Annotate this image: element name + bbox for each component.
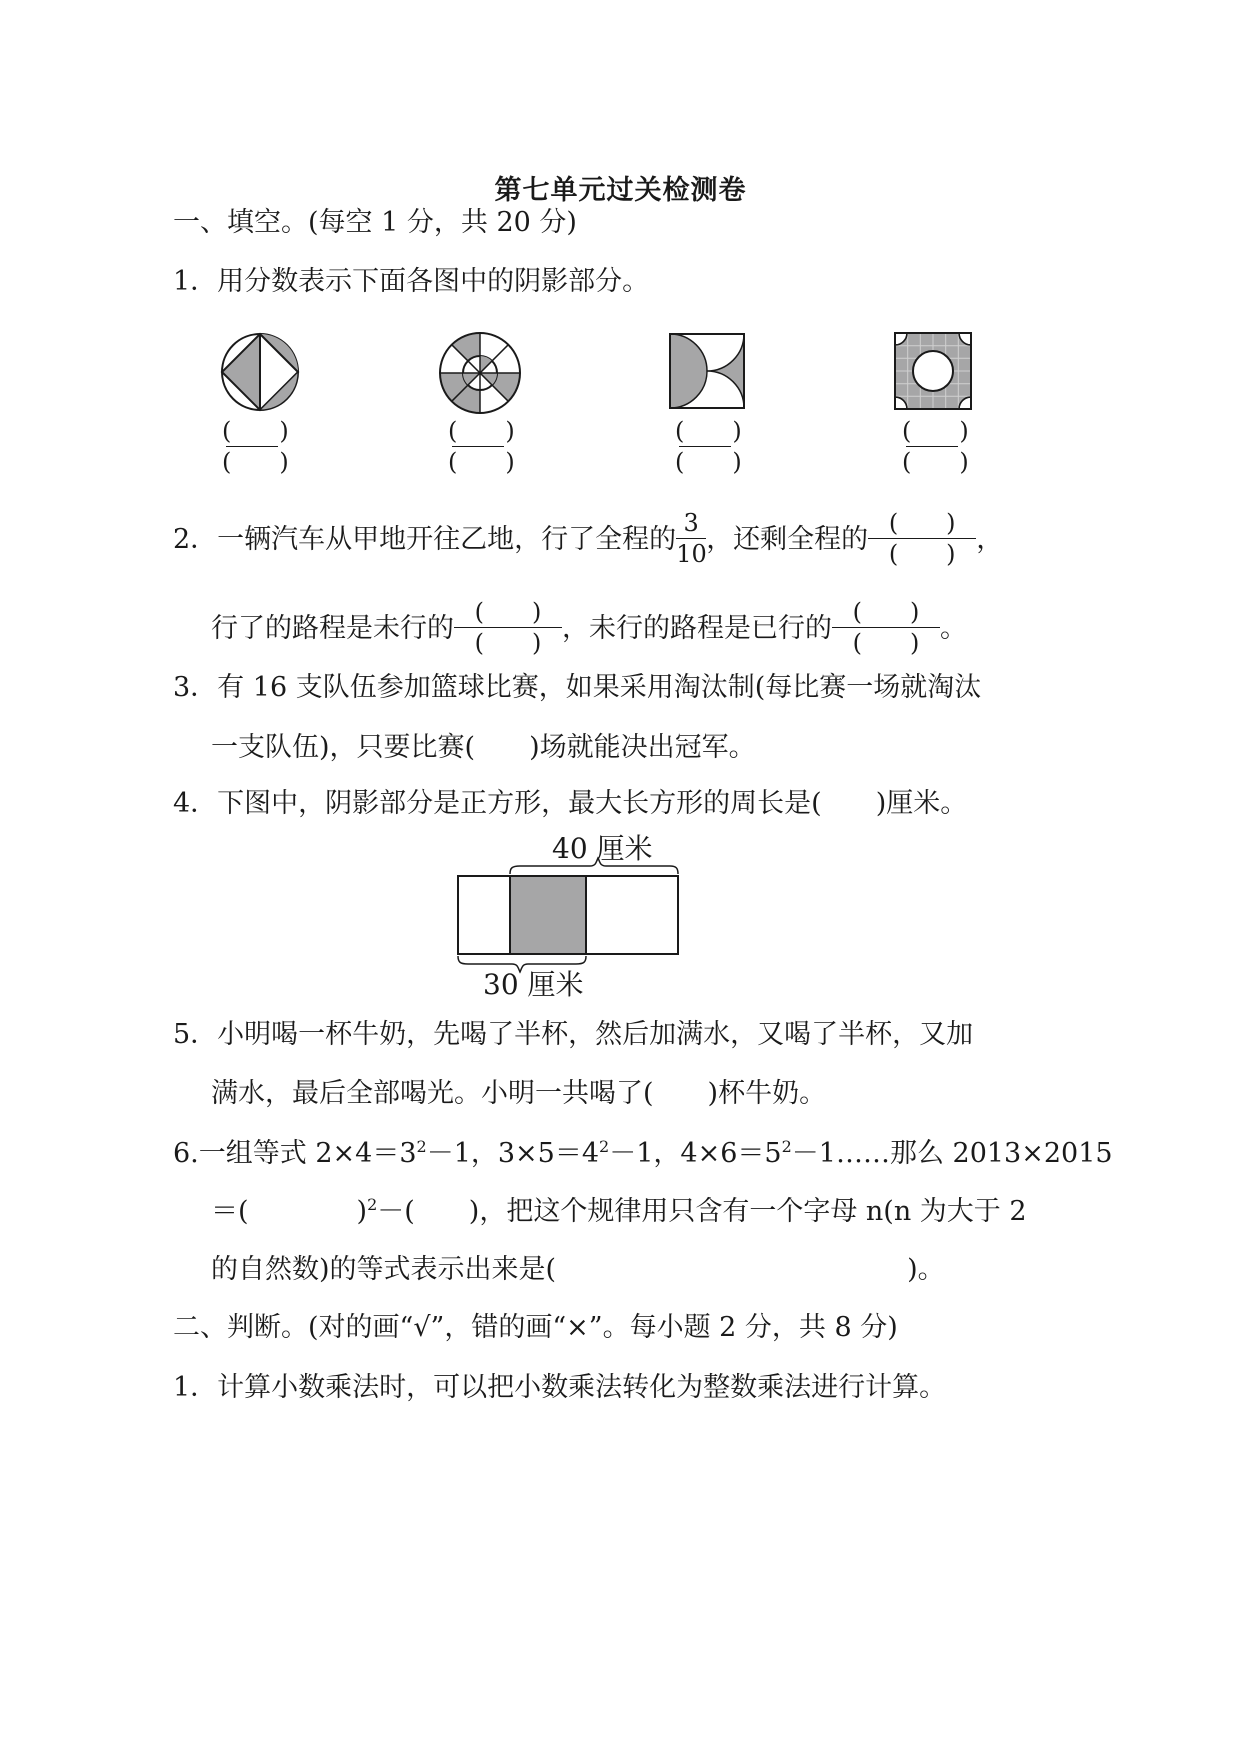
q2-end-1: ， [976, 524, 1004, 555]
q3-line-2: 一支队伍)，只要比赛( )场就能决出冠军。 [211, 732, 756, 763]
figure-grid-circle [893, 331, 973, 411]
q6-line2-rest: －( )，把这个规律用只含有一个字母 n(n 为大于 2 [377, 1196, 1027, 1227]
q5-line-1: 5．小明喝一杯牛奶，先喝了半杯，然后加满水，又喝了半杯，又加 [173, 1019, 974, 1050]
q1-answer-fraction-3[interactable]: ( ) ( ) [675, 417, 742, 476]
q5-line-2: 满水，最后全部喝光。小明一共喝了( )杯牛奶。 [211, 1078, 827, 1109]
page-title: 第七单元过关检测卷 [494, 175, 747, 206]
q1-answer-fraction-2[interactable]: ( ) ( ) [448, 417, 515, 476]
q2-line2a: 行了的路程是未行的 [211, 613, 454, 644]
q2-line-2 [211, 597, 967, 658]
q2-end-2: 。 [940, 613, 967, 644]
section-2-heading: 二、判断。(对的画“√”，错的画“×”。每小题 2 分，共 8 分) [173, 1312, 898, 1343]
q6-line-2: ＝( )$^2$－( )，把这个规律用只含有一个字母 n(n 为大于 2 [211, 1195, 1027, 1227]
section-1-heading: 一、填空。(每空 1 分，共 20 分) [173, 207, 577, 238]
q2-blank-remaining[interactable]: $\frac{( )}{( )}$ [868, 508, 976, 569]
judge-q1-text: 1．计算小数乘法时，可以把小数乘法转化为整数乘法进行计算。 [173, 1372, 947, 1403]
figure-square-arcs [668, 332, 746, 410]
q2-given-fraction: $\frac{3}{10}$ [676, 509, 707, 568]
q2-line-1 [173, 508, 1003, 569]
q1-answer-fraction-4[interactable]: ( ) ( ) [902, 417, 969, 476]
q2-blank-remaining-vs-traveled[interactable]: $\frac{( )}{( )}$ [832, 597, 940, 658]
q4-label-bottom: 30 厘米 [483, 968, 584, 1001]
q1-answer-fraction-1[interactable]: ( ) ( ) [222, 417, 289, 476]
figure-circle-square [215, 332, 305, 412]
q3-line-1: 3．有 16 支队伍参加篮球比赛，如果采用淘汰制(每比赛一场就淘汰 [173, 672, 982, 703]
q2-mid-1: ，还剩全程的 [706, 524, 869, 555]
q1-text: 1．用分数表示下面各图中的阴影部分。 [173, 266, 650, 297]
figure-ring-sectors [437, 330, 523, 416]
q6-blank-base[interactable]: ＝( ) [211, 1196, 368, 1227]
q4-text: 4．下图中，阴影部分是正方形，最大长方形的周长是( )厘米。 [173, 788, 968, 819]
q2-prefix: 2．一辆汽车从甲地开往乙地，行了全程的 [173, 524, 677, 555]
q6-line-1: 6.一组等式 $2\times 4=3^2-1$，$3\times 5=4^2-1$，$4\times 6=5^2-1\dots\dots$那么 2013×2015 [173, 1137, 1113, 1169]
q6-line-3: 的自然数)的等式表示出来是( )。 [211, 1254, 945, 1285]
q2-line2b: ，未行的路程是已行的 [562, 613, 832, 644]
q4-label-top: 40 厘米 [552, 832, 653, 865]
q2-blank-traveled-vs-remaining[interactable]: $\frac{( )}{( )}$ [454, 597, 562, 658]
